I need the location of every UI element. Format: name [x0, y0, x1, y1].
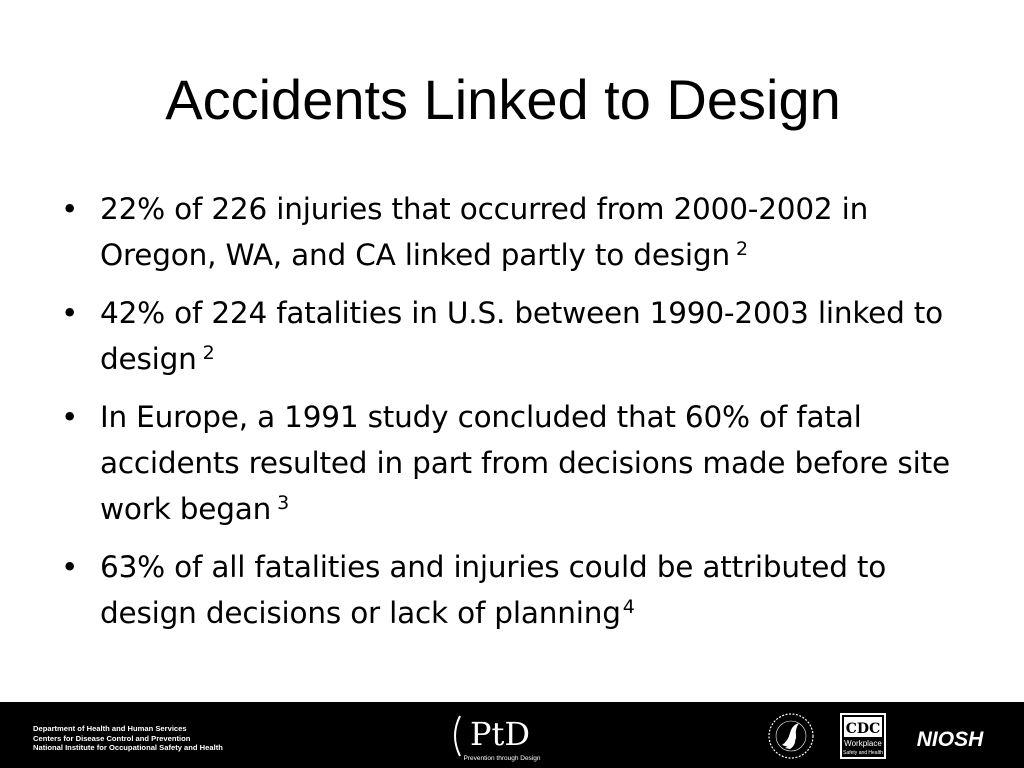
reference-number: 3	[277, 492, 290, 514]
bullet-item	[61, 394, 961, 532]
footer-bar	[0, 702, 1024, 768]
hhs-seal-icon	[766, 711, 816, 761]
bullet-text: In Europe, a 1991 study concluded that 60% of fatal accidents resulted in part from decisions made before site work began	[100, 400, 950, 526]
bullet-marker: •	[61, 550, 79, 584]
bullet-item	[61, 186, 961, 278]
agency-line-cdc: Centers for Disease Control and Prevention	[33, 733, 191, 743]
cdc-logo-sub-1: Workplace	[844, 739, 882, 748]
reference-number: 2	[735, 238, 748, 260]
bullet-text: 42% of 224 fatalities in U.S. between 1990-2003 linked to design	[100, 296, 944, 376]
bullet-item	[61, 290, 961, 382]
cdc-logo	[840, 713, 886, 759]
reference-number: 4	[622, 596, 635, 618]
agency-text	[33, 724, 223, 753]
niosh-logo	[906, 725, 994, 751]
ptd-tagline: Prevention through Design	[463, 755, 541, 762]
reference-number: 2	[202, 342, 215, 364]
agency-line-niosh: National Institute for Occupational Safety and Health	[33, 743, 223, 752]
niosh-logo-text: NIOSH	[916, 728, 984, 751]
ptd-logo	[446, 706, 558, 766]
cdc-logo-text: CDC	[845, 721, 881, 737]
bullet-marker: •	[61, 192, 79, 226]
bullet-text: 63% of all fatalities and injuries could be attributed to design decisions or lack of planning	[100, 550, 887, 630]
bullet-marker: •	[61, 400, 79, 434]
bullet-item	[61, 544, 961, 636]
bullet-list	[61, 186, 961, 648]
cdc-logo-sub-2: Safety and Health	[843, 750, 883, 756]
ptd-logo-text: PtD	[469, 715, 531, 753]
bullet-marker: •	[61, 296, 79, 330]
slide-title: Accidents Linked to Design	[165, 68, 841, 131]
agency-line-hhs: Department of Health and Human Services	[33, 724, 187, 733]
bullet-text: 22% of 226 injuries that occurred from 2000-2002 in Oregon, WA, and CA linked partly to design	[100, 192, 869, 272]
